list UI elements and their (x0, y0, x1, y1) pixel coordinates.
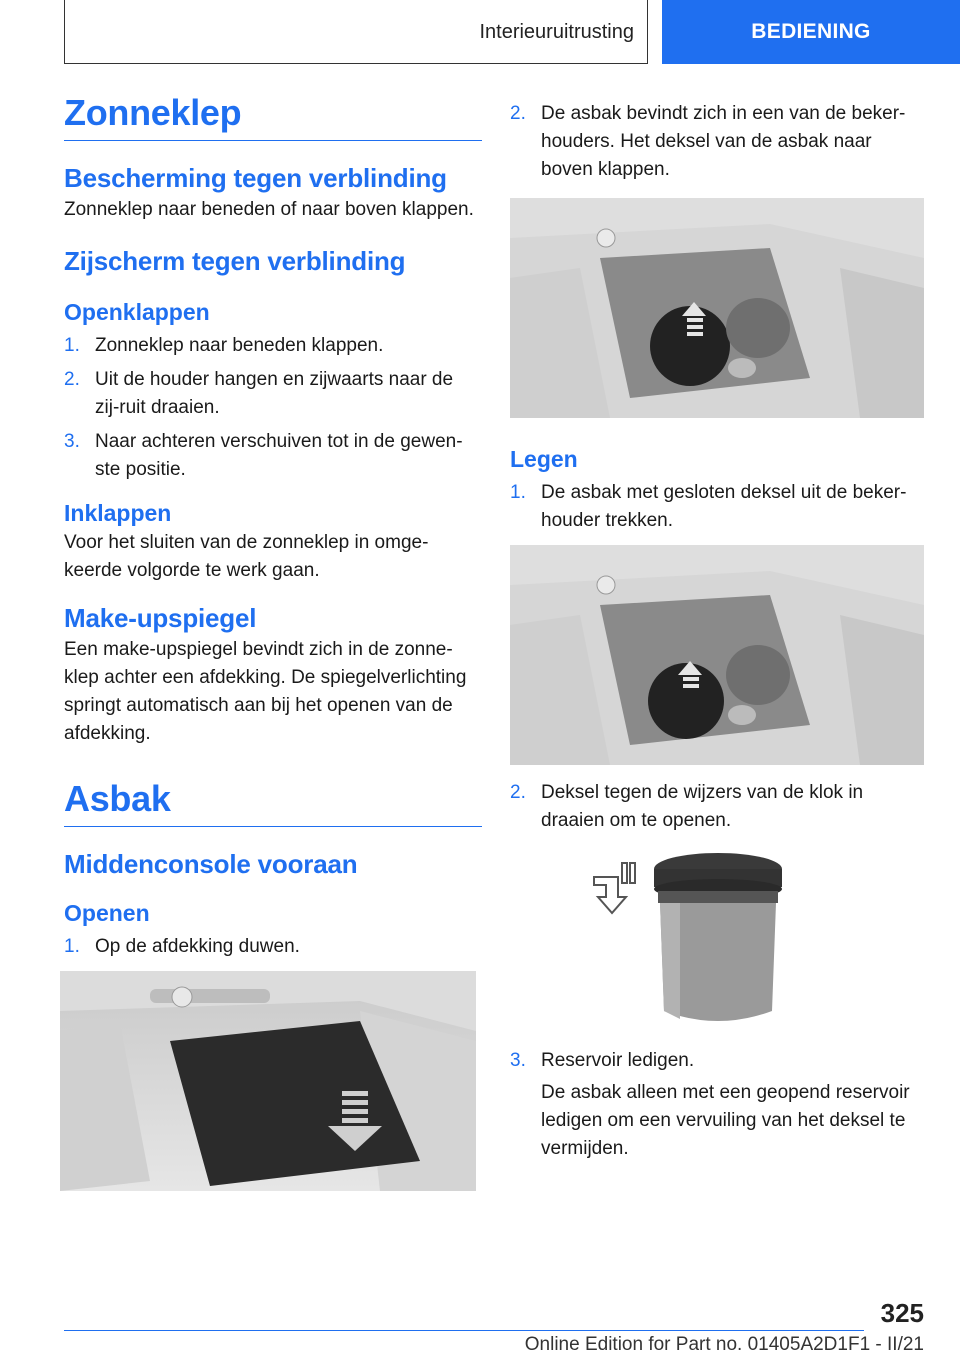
legen-list-2 (510, 779, 924, 835)
right-column (510, 100, 924, 1169)
heading-zijscherm: Zijscherm tegen verblinding (64, 246, 406, 276)
openklappen-list (64, 332, 482, 484)
rotate-arrow-icon (594, 863, 635, 913)
openen-list-continued (510, 100, 924, 184)
edition-link[interactable]: Online Edition for Part no. 01405A2D1F1 - II/21 (524, 1334, 924, 1355)
list-item: 1. Op de afdekking duwen. (64, 936, 300, 957)
heading-zonneklep: Zonneklep (64, 92, 482, 141)
ashtray-remove-image (510, 545, 924, 765)
list-item: 1. Zonneklep naar beneden klappen. (64, 335, 384, 356)
heading-middenconsole: Middenconsole vooraan (64, 849, 358, 879)
text-inklappen: Voor het sluiten van de zonneklep in omge-keerde volgorde te werk gaan. (64, 532, 429, 581)
list-item: 3. Reservoir ledigen. De asbak alleen met een geopend reservoir ledigen om een vervuiling van het deksel te vermijden. (510, 1047, 924, 1163)
heading-asbak: Asbak (64, 778, 482, 827)
page-number: 325 (880, 1298, 924, 1328)
section-title: Interieuruitrusting (479, 20, 634, 43)
list-item: 2. Uit de houder hangen en zijwaarts naar de zij-ruit draaien. (64, 369, 454, 418)
openen-list (64, 933, 482, 961)
left-column (64, 92, 482, 1191)
list-item: 2. Deksel tegen de wijzers van de klok in draaien om te openen. (510, 782, 864, 831)
heading-openklappen: Openklappen (64, 299, 210, 325)
text-makeup: Een make-upspiegel bevindt zich in de zonne-klep achter een afdekking. De spiegelverlichting springt automatisch aan bij het openen van de afdekking. (64, 639, 467, 744)
legen-list (510, 479, 924, 535)
heading-makeup: Make-upspiegel (64, 603, 257, 633)
heading-bescherming: Bescherming tegen verblinding (64, 163, 447, 193)
heading-inklappen: Inklappen (64, 500, 172, 526)
console-cover-image (60, 971, 476, 1191)
heading-openen: Openen (64, 900, 150, 926)
ashtray-open-image (510, 198, 924, 418)
footer-divider (64, 1330, 864, 1331)
ashtray-container-illustration (510, 851, 924, 1037)
list-item: 1. De asbak met gesloten deksel uit de beker-houder trekken. (510, 482, 907, 531)
list-item: 2. De asbak bevindt zich in een van de beker-houders. Het deksel van de asbak naar boven klappen. (510, 103, 906, 180)
text-bescherming: Zonneklep naar beneden of naar boven klappen. (64, 199, 474, 220)
legen-list-3 (510, 1047, 924, 1163)
heading-legen: Legen (510, 446, 578, 472)
chapter-tab[interactable]: BEDIENING (662, 0, 960, 64)
list-item: 3. Naar achteren verschuiven tot in de gewen-ste positie. (64, 431, 463, 480)
step-note: De asbak alleen met een geopend reservoir ledigen om een vervuiling van het deksel te vermijden. (541, 1082, 910, 1159)
